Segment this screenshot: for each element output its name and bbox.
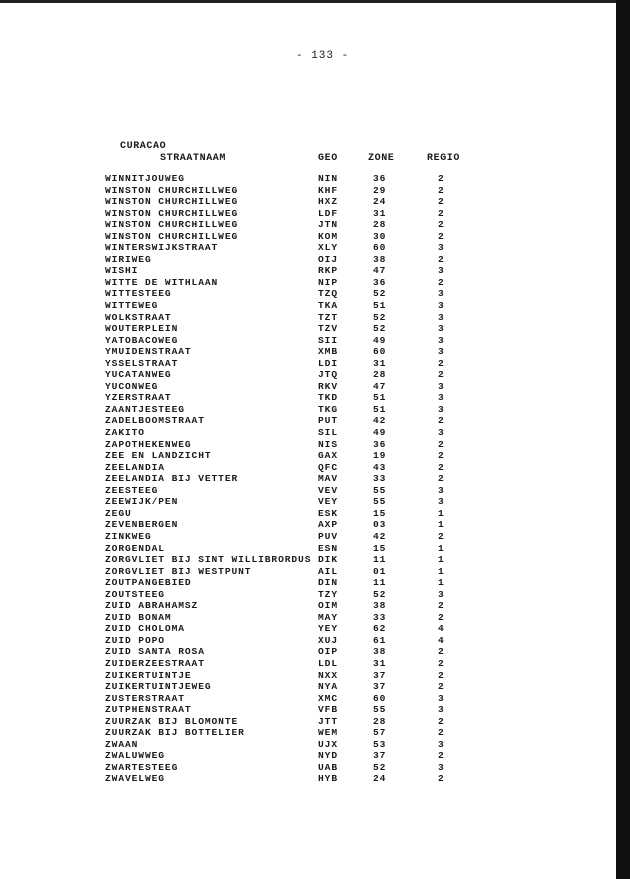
zone: 53 xyxy=(373,738,387,750)
street-name: ZAANTJESTEEG xyxy=(105,403,185,415)
geo-code: TZQ xyxy=(318,288,338,300)
geo-code: VEY xyxy=(318,496,338,508)
zone: 38 xyxy=(373,646,387,658)
street-name: ZUSTERSTRAAT xyxy=(105,692,185,704)
zone: 29 xyxy=(373,184,387,196)
street-name: ZEE EN LANDZICHT xyxy=(105,450,212,462)
regio: 2 xyxy=(438,415,445,427)
column-header-geo: GEO xyxy=(318,153,338,164)
zone: 24 xyxy=(373,196,387,208)
street-name: WINSTON CHURCHILLWEG xyxy=(105,207,239,219)
regio: 2 xyxy=(438,600,445,612)
geo-code: VEV xyxy=(318,484,338,496)
zone: 15 xyxy=(373,542,387,554)
geo-code: WEM xyxy=(318,727,338,739)
geo-code: TKA xyxy=(318,300,338,312)
geo-code: AIL xyxy=(318,565,338,577)
regio: 2 xyxy=(438,196,445,208)
regio: 2 xyxy=(438,473,445,485)
zone: 19 xyxy=(373,450,387,462)
geo-code: QFC xyxy=(318,461,338,473)
column-header-name: STRAATNAAM xyxy=(160,153,227,164)
zone: 52 xyxy=(373,323,387,335)
street-name: YUCONWEG xyxy=(105,380,159,392)
zone: 36 xyxy=(373,276,387,288)
street-name: WINNITJOUWEG xyxy=(105,173,185,184)
zone: 38 xyxy=(373,253,387,265)
geo-code: AXP xyxy=(318,519,338,531)
geo-code: LDI xyxy=(318,357,338,369)
street-name: ZWAAN xyxy=(105,738,139,750)
geo-code: SII xyxy=(318,334,338,346)
regio: 3 xyxy=(438,311,445,323)
street-name: ZUURZAK BIJ BOTTELIER xyxy=(105,727,245,739)
regio: 2 xyxy=(438,253,445,265)
geo-code: UAB xyxy=(318,761,338,773)
zone: 52 xyxy=(373,588,387,600)
geo-code: TZT xyxy=(318,311,338,323)
street-name: ZUTPHENSTRAAT xyxy=(105,704,192,716)
regio: 2 xyxy=(438,207,445,219)
geo-code: XMC xyxy=(318,692,338,704)
zone: 01 xyxy=(373,565,387,577)
regio: 3 xyxy=(438,496,445,508)
street-name: ZEVENBERGEN xyxy=(105,519,179,531)
zone: 42 xyxy=(373,415,387,427)
regio: 3 xyxy=(438,484,445,496)
regio: 3 xyxy=(438,346,445,358)
regio: 3 xyxy=(438,704,445,716)
geo-code: KHF xyxy=(318,184,338,196)
geo-code: JTT xyxy=(318,715,338,727)
street-name: WISHI xyxy=(105,265,139,277)
geo-code: TKG xyxy=(318,403,338,415)
zone: 28 xyxy=(373,369,387,381)
zone: 24 xyxy=(373,773,387,785)
street-name: ZORGVLIET BIJ SINT WILLIBRORDUS xyxy=(105,554,312,566)
geo-code: SIL xyxy=(318,427,338,439)
regio: 2 xyxy=(438,750,445,762)
regio: 1 xyxy=(438,554,445,566)
street-name: ZEEWIJK/PEN xyxy=(105,496,179,508)
geo-code: OIJ xyxy=(318,253,338,265)
geo-code: RKV xyxy=(318,380,338,392)
geo-code: XUJ xyxy=(318,634,338,646)
geo-code: MAV xyxy=(318,473,338,485)
street-name: WINSTON CHURCHILLWEG xyxy=(105,219,239,231)
geo-code: NYD xyxy=(318,750,338,762)
geo-code: YEY xyxy=(318,623,338,635)
street-name: ZUID SANTA ROSA xyxy=(105,646,205,658)
regio: 2 xyxy=(438,219,445,231)
street-name: WINTERSWIJKSTRAAT xyxy=(105,242,219,254)
regio: 3 xyxy=(438,242,445,254)
street-name: ZWAVELWEG xyxy=(105,773,165,785)
zone: 60 xyxy=(373,692,387,704)
regio: 3 xyxy=(438,300,445,312)
street-name: YZERSTRAAT xyxy=(105,392,172,404)
street-name: ZUID POPO xyxy=(105,634,165,646)
zone: 37 xyxy=(373,750,387,762)
geo-code: HYB xyxy=(318,773,338,785)
geo-code: HXZ xyxy=(318,196,338,208)
regio: 2 xyxy=(438,681,445,693)
regio: 2 xyxy=(438,450,445,462)
zone: 52 xyxy=(373,311,387,323)
geo-code: TZV xyxy=(318,323,338,335)
street-name: ZWALUWWEG xyxy=(105,750,165,762)
regio: 3 xyxy=(438,288,445,300)
regio: 2 xyxy=(438,184,445,196)
geo-code: ESN xyxy=(318,542,338,554)
street-name: ZUIKERTUINTJEWEG xyxy=(105,681,212,693)
zone: 60 xyxy=(373,346,387,358)
zone: 38 xyxy=(373,600,387,612)
street-name: ZWARTESTEEG xyxy=(105,761,179,773)
regio: 1 xyxy=(438,565,445,577)
regio: 2 xyxy=(438,276,445,288)
regio: 2 xyxy=(438,669,445,681)
street-name: WINSTON CHURCHILLWEG xyxy=(105,196,239,208)
street-name: ZUID ABRAHAMSZ xyxy=(105,600,199,612)
zone: 49 xyxy=(373,334,387,346)
street-name: YUCATANWEG xyxy=(105,369,172,381)
zone: 57 xyxy=(373,727,387,739)
regio: 2 xyxy=(438,611,445,623)
page-number: - 133 - xyxy=(296,50,350,62)
street-name: WINSTON CHURCHILLWEG xyxy=(105,184,239,196)
regio: 2 xyxy=(438,230,445,242)
street-name: ZEESTEEG xyxy=(105,484,159,496)
scan-edge-right xyxy=(616,0,630,879)
regio: 2 xyxy=(438,461,445,473)
regio: 2 xyxy=(438,530,445,542)
street-name: YSSELSTRAAT xyxy=(105,357,179,369)
street-name: WOLKSTRAAT xyxy=(105,311,172,323)
geo-code: NIN xyxy=(318,173,338,184)
zone: 49 xyxy=(373,427,387,439)
column-header-zone: ZONE xyxy=(368,153,395,164)
street-name: WITTE DE WITHLAAN xyxy=(105,276,219,288)
zone: 11 xyxy=(373,554,387,566)
zone: 31 xyxy=(373,207,387,219)
geo-code: RKP xyxy=(318,265,338,277)
street-name: YATOBACOWEG xyxy=(105,334,179,346)
zone: 60 xyxy=(373,242,387,254)
zone: 31 xyxy=(373,657,387,669)
street-name: YMUIDENSTRAAT xyxy=(105,346,192,358)
street-name: WITTEWEG xyxy=(105,300,159,312)
geo-code: LDL xyxy=(318,657,338,669)
regio: 3 xyxy=(438,392,445,404)
geo-code: DIN xyxy=(318,577,338,589)
regio: 2 xyxy=(438,369,445,381)
street-name: WIRIWEG xyxy=(105,253,152,265)
zone: 36 xyxy=(373,438,387,450)
zone: 51 xyxy=(373,392,387,404)
geo-code: NIS xyxy=(318,438,338,450)
street-name: ZAKITO xyxy=(105,427,145,439)
geo-code: LDF xyxy=(318,207,338,219)
geo-code: VFB xyxy=(318,704,338,716)
regio: 3 xyxy=(438,761,445,773)
street-name: ZORGENDAL xyxy=(105,542,165,554)
street-name: ZUURZAK BIJ BLOMONTE xyxy=(105,715,239,727)
zone: 33 xyxy=(373,473,387,485)
street-name: ZORGVLIET BIJ WESTPUNT xyxy=(105,565,252,577)
column-header-regio: REGIO xyxy=(427,153,461,164)
regio: 2 xyxy=(438,773,445,785)
zone: 42 xyxy=(373,530,387,542)
street-name: WITTESTEEG xyxy=(105,288,172,300)
geo-code: OIM xyxy=(318,600,338,612)
geo-code: TZY xyxy=(318,588,338,600)
region-heading: CURACAO xyxy=(120,141,167,152)
regio: 3 xyxy=(438,427,445,439)
regio: 2 xyxy=(438,727,445,739)
geo-code: DIK xyxy=(318,554,338,566)
zone: 03 xyxy=(373,519,387,531)
regio: 2 xyxy=(438,173,445,184)
regio: 3 xyxy=(438,403,445,415)
zone: 61 xyxy=(373,634,387,646)
regio: 3 xyxy=(438,323,445,335)
street-name: ZAPOTHEKENWEG xyxy=(105,438,192,450)
zone: 28 xyxy=(373,715,387,727)
street-name: ZUIDERZEESTRAAT xyxy=(105,657,205,669)
regio: 2 xyxy=(438,646,445,658)
geo-code: TKD xyxy=(318,392,338,404)
scan-edge-top xyxy=(0,0,630,3)
geo-code: JTN xyxy=(318,219,338,231)
geo-code: PUT xyxy=(318,415,338,427)
street-name: ZADELBOOMSTRAAT xyxy=(105,415,205,427)
geo-code: UJX xyxy=(318,738,338,750)
regio: 3 xyxy=(438,380,445,392)
street-name: ZEELANDIA xyxy=(105,461,165,473)
zone: 55 xyxy=(373,484,387,496)
zone: 33 xyxy=(373,611,387,623)
street-name: WINSTON CHURCHILLWEG xyxy=(105,230,239,242)
regio: 2 xyxy=(438,657,445,669)
street-name: ZOUTSTEEG xyxy=(105,588,165,600)
street-name: ZEELANDIA BIJ VETTER xyxy=(105,473,239,485)
zone: 55 xyxy=(373,496,387,508)
geo-code: NXX xyxy=(318,669,338,681)
zone: 52 xyxy=(373,761,387,773)
geo-code: NYA xyxy=(318,681,338,693)
regio: 2 xyxy=(438,438,445,450)
zone: 62 xyxy=(373,623,387,635)
zone: 51 xyxy=(373,403,387,415)
street-name: ZEGU xyxy=(105,507,132,519)
regio: 2 xyxy=(438,715,445,727)
street-name: WOUTERPLEIN xyxy=(105,323,179,335)
street-name: ZOUTPANGEBIED xyxy=(105,577,192,589)
zone: 43 xyxy=(373,461,387,473)
street-name: ZINKWEG xyxy=(105,530,152,542)
geo-code: GAX xyxy=(318,450,338,462)
regio: 1 xyxy=(438,542,445,554)
regio: 1 xyxy=(438,577,445,589)
regio: 1 xyxy=(438,507,445,519)
geo-code: PUV xyxy=(318,530,338,542)
geo-code: KOM xyxy=(318,230,338,242)
geo-code: JTQ xyxy=(318,369,338,381)
geo-code: OIP xyxy=(318,646,338,658)
geo-code: MAY xyxy=(318,611,338,623)
zone: 47 xyxy=(373,265,387,277)
regio: 4 xyxy=(438,634,445,646)
zone: 52 xyxy=(373,288,387,300)
regio: 3 xyxy=(438,738,445,750)
regio: 3 xyxy=(438,334,445,346)
zone: 28 xyxy=(373,219,387,231)
regio: 1 xyxy=(438,519,445,531)
street-name: ZUID CHOLOMA xyxy=(105,623,185,635)
zone: 30 xyxy=(373,230,387,242)
zone: 51 xyxy=(373,300,387,312)
regio: 3 xyxy=(438,588,445,600)
geo-code: ESK xyxy=(318,507,338,519)
zone: 15 xyxy=(373,507,387,519)
street-name: ZUIKERTUINTJE xyxy=(105,669,192,681)
regio: 3 xyxy=(438,692,445,704)
regio: 4 xyxy=(438,623,445,635)
zone: 36 xyxy=(373,173,387,184)
regio: 3 xyxy=(438,265,445,277)
zone: 37 xyxy=(373,669,387,681)
street-name: ZUID BONAM xyxy=(105,611,172,623)
geo-code: XMB xyxy=(318,346,338,358)
regio: 2 xyxy=(438,357,445,369)
zone: 37 xyxy=(373,681,387,693)
geo-code: XLY xyxy=(318,242,338,254)
zone: 11 xyxy=(373,577,387,589)
zone: 31 xyxy=(373,357,387,369)
zone: 47 xyxy=(373,380,387,392)
zone: 55 xyxy=(373,704,387,716)
geo-code: NIP xyxy=(318,276,338,288)
